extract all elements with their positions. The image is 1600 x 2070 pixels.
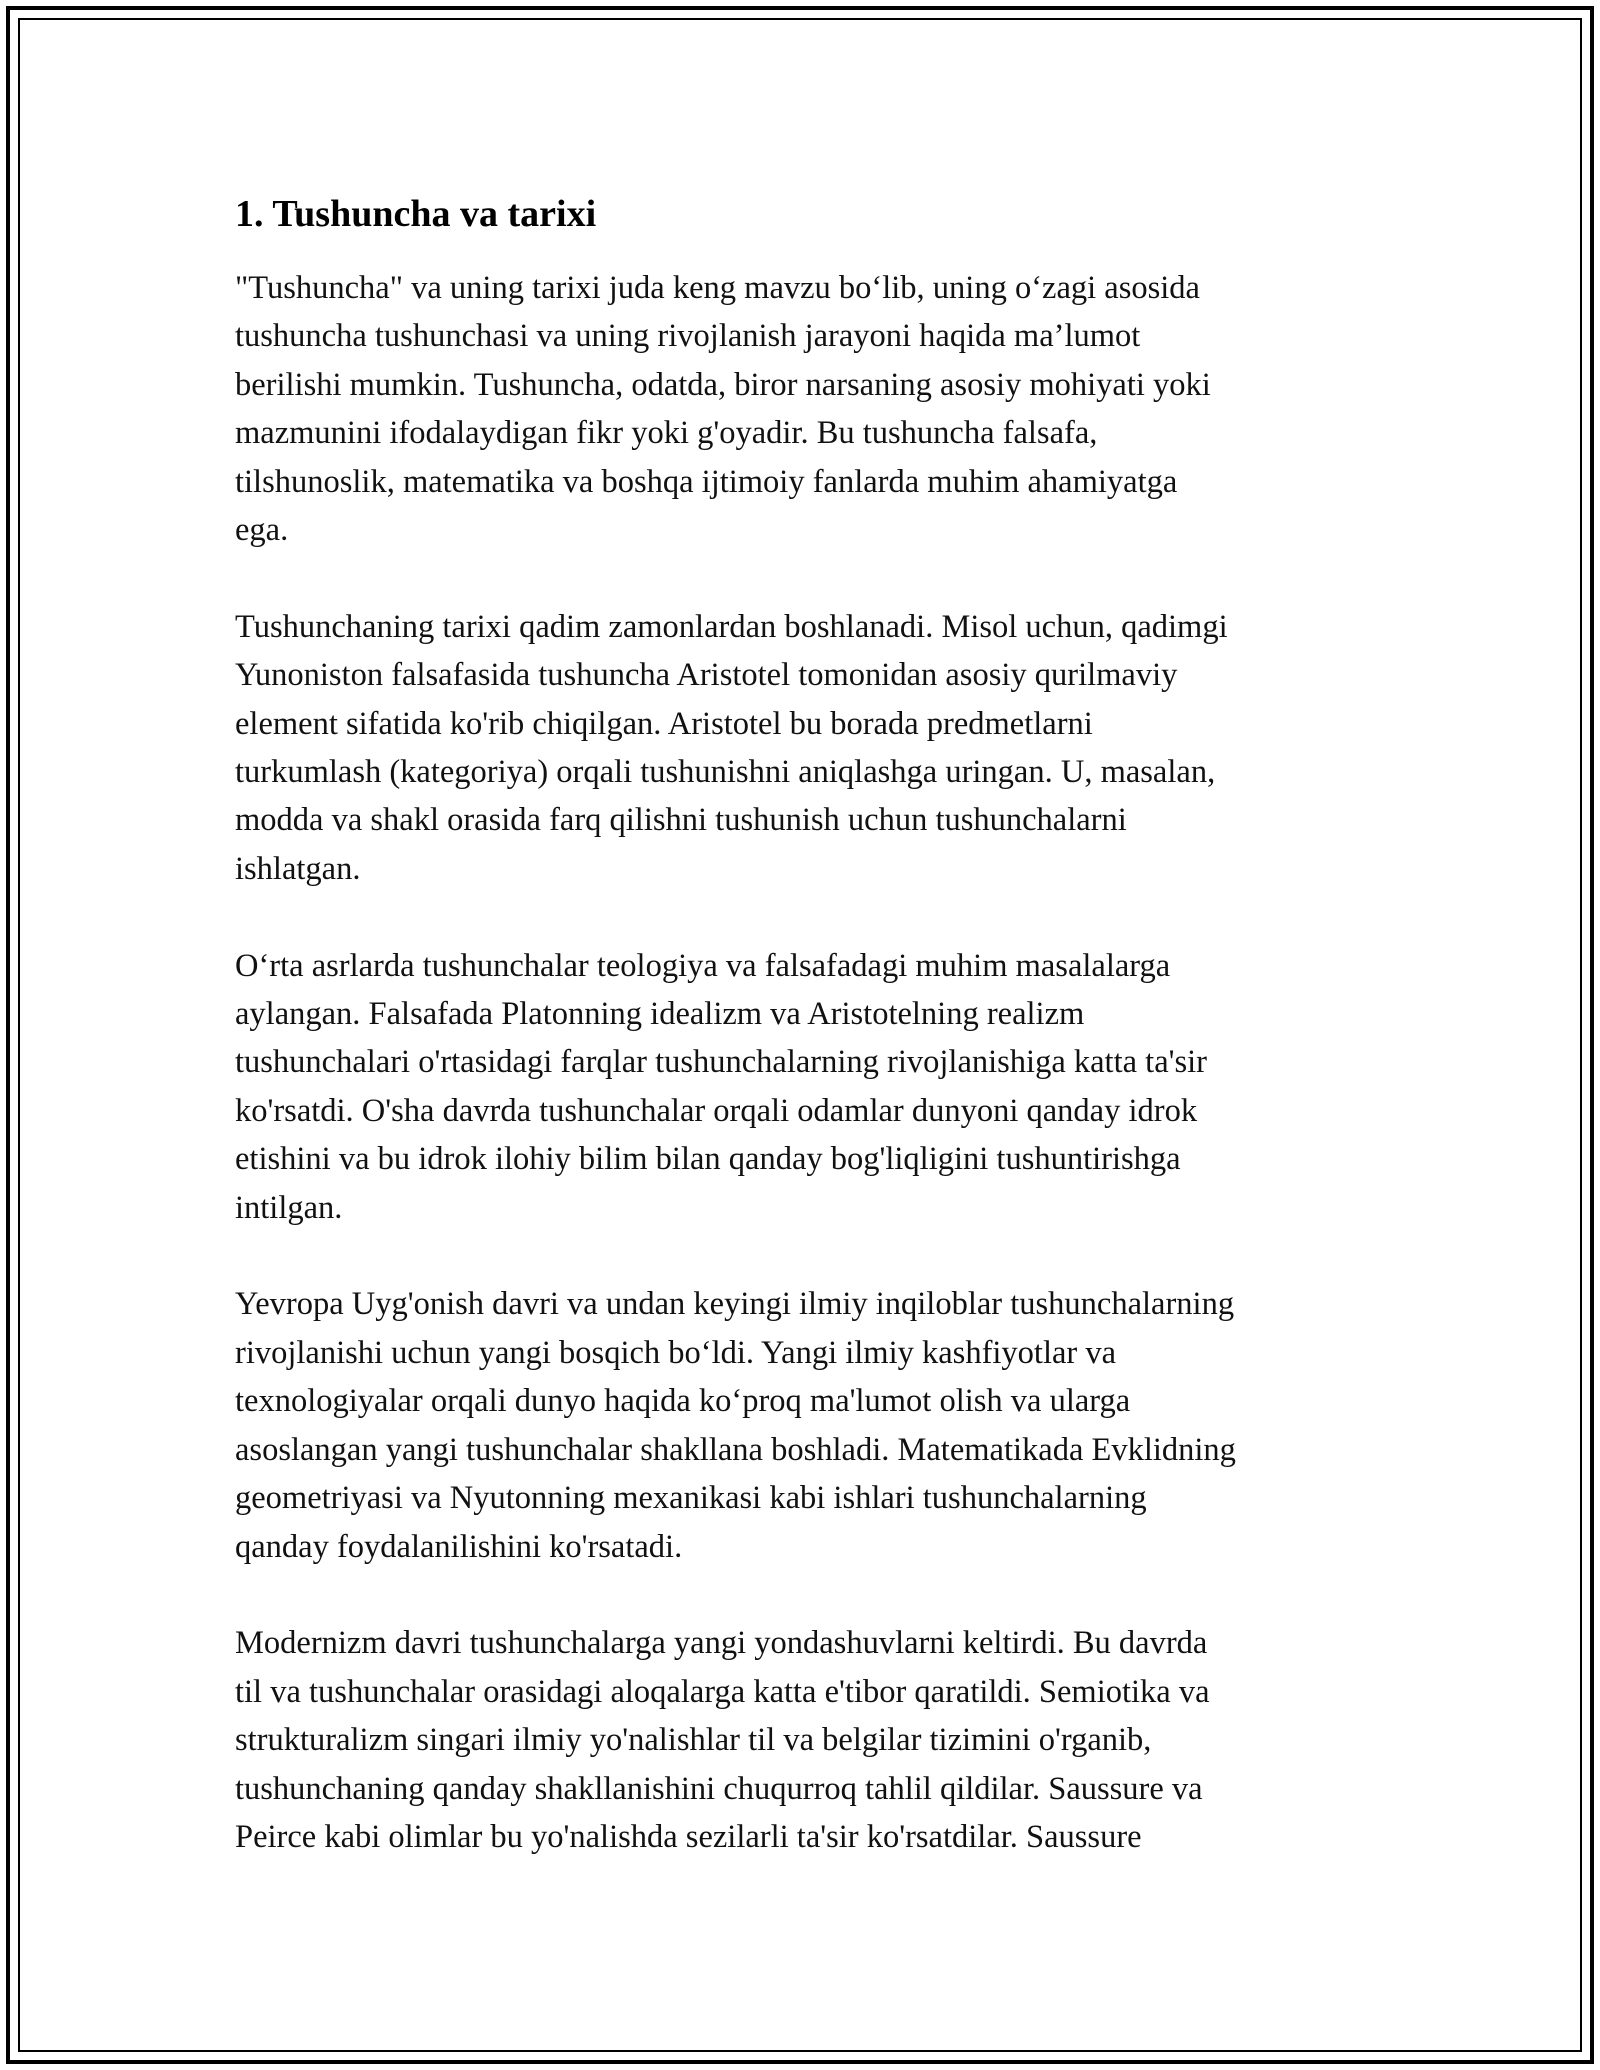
text-line: modda va shakl orasida farq qilishni tushunish uchun tushunchalarni — [235, 802, 1127, 839]
text-line: mazmunini ifodalaydigan fikr yoki g'oyadir. Bu tushuncha falsafa, — [235, 415, 1098, 452]
text-line: ega. — [235, 512, 289, 549]
text-line: O‘rta asrlarda tushunchalar teologiya va falsafadagi muhim masalalarga — [235, 947, 1171, 984]
text-line: texnologiyalar orqali dunyo haqida ko‘proq ma'lumot olish va ularga — [235, 1383, 1131, 1420]
text-line: geometriyasi va Nyutonning mexanikasi kabi ishlari tushunchalarning — [235, 1480, 1147, 1517]
text-line: ishlatgan. — [235, 850, 361, 887]
section-heading: 1. Tushuncha va tarixi — [235, 193, 597, 235]
text-line: turkumlash (kategoriya) orqali tushunishni aniqlashga uringan. U, masalan, — [235, 754, 1216, 791]
text-line: aylangan. Falsafada Platonning idealizm va Aristotelning realizm — [235, 996, 1085, 1033]
text-line: Tushunchaning tarixi qadim zamonlardan boshlanadi. Misol uchun, qadimgi — [235, 608, 1228, 645]
text-line: strukturalizm singari ilmiy yo'nalishlar til va belgilar tizimini o'rganib, — [235, 1722, 1152, 1759]
text-line: ko'rsatdi. O'sha davrda tushunchalar orqali odamlar dunyoni qanday idrok — [235, 1092, 1198, 1129]
text-line: tushunchaning qanday shakllanishini chuqurroq tahlil qildilar. Saussure va — [235, 1770, 1203, 1807]
text-line: intilgan. — [235, 1189, 343, 1226]
text-line: etishini va bu idrok ilohiy bilim bilan qanday bog'liqligini tushuntirishga — [235, 1141, 1181, 1178]
document-body — [235, 190, 1373, 1910]
paragraph-1 — [235, 264, 1373, 554]
text-line: tushunchalari o'rtasidagi farqlar tushunchalarning rivojlanishiga katta ta'sir — [235, 1044, 1207, 1081]
text-line: berilishi mumkin. Tushuncha, odatda, biror narsaning asosiy mohiyati yoki — [235, 366, 1211, 403]
paragraph-4 — [235, 1280, 1373, 1570]
paragraph-5 — [235, 1619, 1373, 1861]
text-line: Yunoniston falsafasida tushuncha Aristotel tomonidan asosiy qurilmaviy — [235, 657, 1178, 694]
text-line: element sifatida ko'rib chiqilgan. Aristotel bu borada predmetlarni — [235, 705, 1093, 742]
paragraph-2 — [235, 603, 1373, 893]
paragraph-3 — [235, 942, 1373, 1232]
text-line: Yevropa Uyg'onish davri va undan keyingi ilmiy inqiloblar tushunchalarning — [235, 1286, 1235, 1323]
text-line: qanday foydalanilishini ko'rsatadi. — [235, 1528, 683, 1565]
text-line: rivojlanishi uchun yangi bosqich bo‘ldi. Yangi ilmiy kashfiyotlar va — [235, 1334, 1117, 1371]
text-line: tilshunoslik, matematika va boshqa ijtimoiy fanlarda muhim ahamiyatga — [235, 463, 1178, 500]
text-line: Peirce kabi olimlar bu yo'nalishda sezilarli ta'sir ko'rsatdilar. Saussure — [235, 1818, 1142, 1855]
text-line: til va tushunchalar orasidagi aloqalarga katta e'tibor qaratildi. Semiotika va — [235, 1673, 1210, 1710]
text-line: asoslangan yangi tushunchalar shakllana boshladi. Matematikada Evklidning — [235, 1431, 1236, 1468]
text-line: "Tushuncha" va uning tarixi juda keng mavzu bo‘lib, uning o‘zagi asosida — [235, 270, 1200, 306]
text-line: tushuncha tushunchasi va uning rivojlanish jarayoni haqida ma’lumot — [235, 318, 1141, 355]
text-line: Modernizm davri tushunchalarga yangi yondashuvlarni keltirdi. Bu davrda — [235, 1625, 1208, 1662]
